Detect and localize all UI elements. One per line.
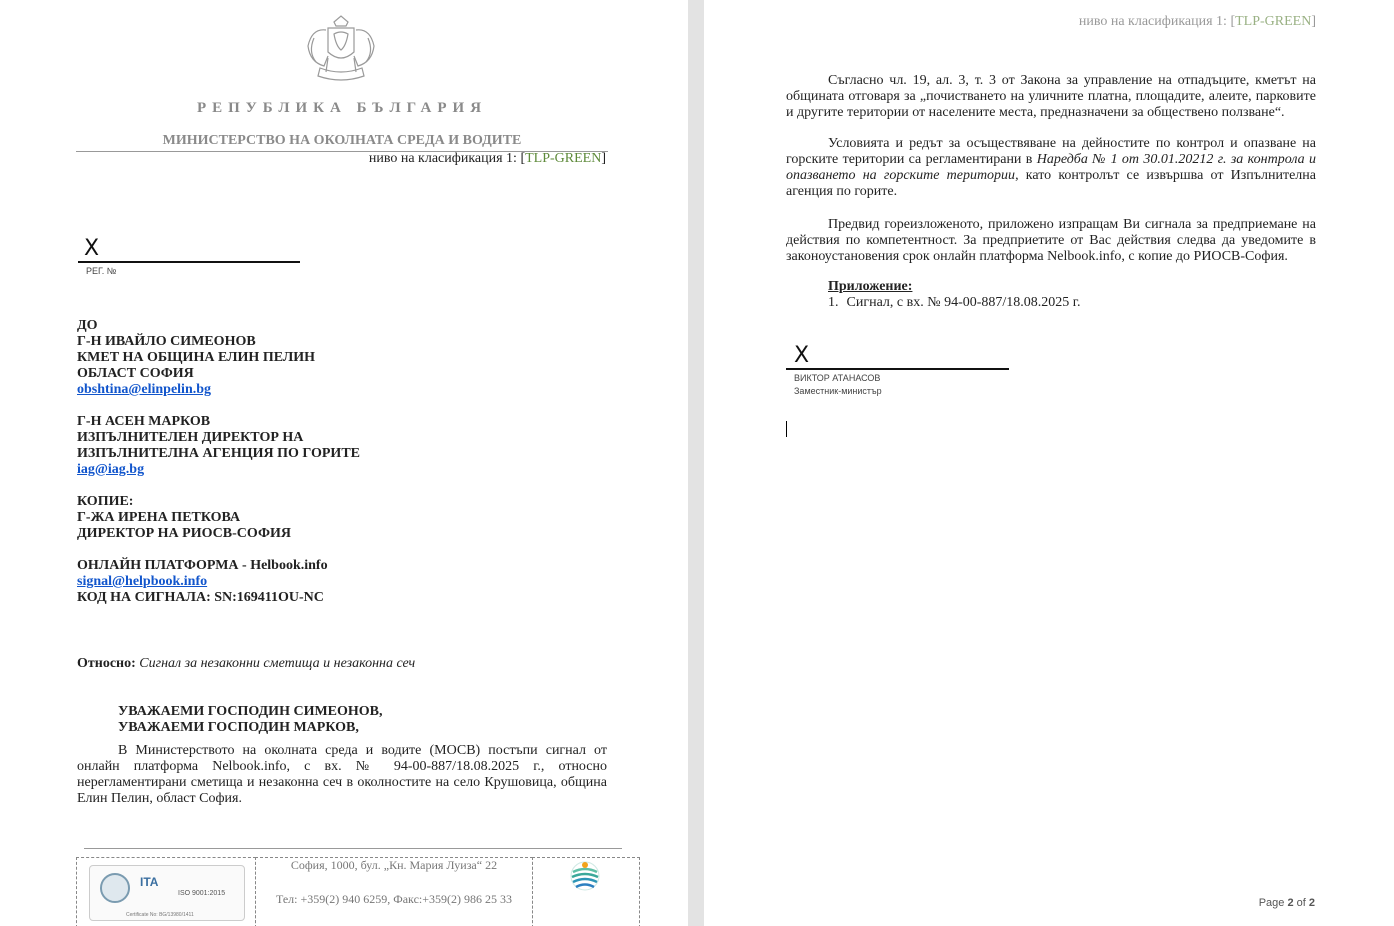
regulation-reference: Наредба № 1 от 30.01.20212 г. за контрола и опазването на горските територии xyxy=(786,152,1316,183)
recipient-4-name: ОНЛАЙН ПЛАТФОРМА - Helbook.info xyxy=(77,558,328,573)
recipient-4-email-link[interactable]: signal@helpbook.info xyxy=(77,574,208,589)
paragraph-2-end: , като контролът се извършва от Изпълнителна агенция по горите. xyxy=(786,168,1316,199)
footer-address: София, 1000, бул. „Кн. Мария Луиза“ 22 xyxy=(290,858,498,872)
document-page-2 xyxy=(704,0,1394,926)
footer-cell-certificate xyxy=(76,857,256,926)
classification-prefix: ниво на класификация 1: [ xyxy=(1078,14,1236,29)
page-total: 2 xyxy=(1308,897,1315,909)
subject-line xyxy=(77,656,415,672)
signer-name: ВИКТОР АТАНАСОВ xyxy=(794,373,881,383)
page-prefix: Page xyxy=(1258,897,1288,909)
subject-label: Относно: xyxy=(77,656,136,671)
subject-text: Сигнал за незаконни сметища и незаконна сеч xyxy=(135,656,416,671)
paragraph-1: Съгласно чл. 19, ал. 3, т. 3 от Закона за управление на отпадъците, кметът на общината отговаря за „почистването на уличните платна, площадите, алеите, парковите и другите територии от населените места, предназначени за обществено ползване“. xyxy=(786,73,1316,120)
footer-cell-contacts xyxy=(255,857,533,926)
signal-code: КОД НА СИГНАЛА: SN:169411OU-NC xyxy=(77,590,324,605)
classification-suffix: ] xyxy=(1311,14,1316,29)
page-number xyxy=(1259,897,1315,909)
attachment-item xyxy=(828,295,1080,311)
iso-badge-text: ISO 9001:2015 xyxy=(178,890,226,897)
certificate-number: Certificate No: BG/13980/1411 xyxy=(126,912,194,918)
text-cursor[interactable] xyxy=(786,421,787,437)
footer-phone: Тел: +359(2) 940 6259, Факс:+359(2) 986 25 33 xyxy=(275,892,513,906)
recipient-1-email-link[interactable]: obshtina@elinpelin.bg xyxy=(77,382,212,397)
signature-line xyxy=(78,261,300,263)
classification-label xyxy=(369,151,606,167)
page-mid: of xyxy=(1293,897,1309,909)
recipients-block xyxy=(77,318,360,606)
footer-rule xyxy=(84,848,622,849)
attachment-number: 1. xyxy=(828,295,839,310)
paragraph-3: Предвид гореизложеното, приложено изпращам Ви сигнала за предприемане на действия по компетентност. За предприетите от Вас действия следва да уведомите в законоустановения срок онлайн платформа Nelbook.info, с копие до РИОСВ-София. xyxy=(786,217,1316,264)
recipient-2-title-line1: ИЗПЪЛНИТЕЛЕН ДИРЕКТОР НА xyxy=(77,430,304,445)
classification-value: TLP-GREEN xyxy=(525,151,602,166)
recipient-1-title: КМЕТ НА ОБЩИНА ЕЛИН ПЕЛИН xyxy=(77,350,316,365)
body-paragraph: В Министерството на околната среда и водите (МОСВ) постъпи сигнал от онлайн платформа Nelbook.info, с вх. № 94-00-887/18.08.2025 г., относно нерегламентирани сметища и незаконна сеч в околностите на село Крушовица, община Елин Пелин, област София. xyxy=(77,743,607,806)
signer-title: Заместник-министър xyxy=(794,386,882,396)
recipient-2-title-line2: ИЗПЪЛНИТЕЛНА АГЕНЦИЯ ПО ГОРИТЕ xyxy=(77,446,360,461)
recipient-2-email-link[interactable]: iag@iag.bg xyxy=(77,462,145,477)
classification-prefix: ниво на класификация 1: [ xyxy=(368,151,526,166)
document-page-1 xyxy=(0,0,688,926)
recipient-3-name: Г-ЖА ИРЕНА ПЕТКОВА xyxy=(77,510,241,525)
classification-value: TLP-GREEN xyxy=(1235,14,1312,29)
ita-logo-text: ITA xyxy=(140,875,159,889)
certificate-card xyxy=(89,865,245,921)
certification-seal-icon xyxy=(100,873,130,903)
signature-field-mark[interactable]: X xyxy=(84,236,100,261)
page-current: 2 xyxy=(1287,897,1294,909)
signature-field-mark[interactable]: X xyxy=(794,343,810,368)
ministry-title: МИНИСТЕРСТВО НА ОКОЛНАТА СРЕДА И ВОДИТЕ xyxy=(162,133,522,148)
classification-suffix: ] xyxy=(601,151,606,166)
salutation-1: УВАЖАЕМИ ГОСПОДИН СИМЕОНОВ, xyxy=(118,704,383,719)
paragraph-2-start: Условията и редът за осъществяване на дейностите по контрол и опазване на горските територии са регламентирани в xyxy=(786,136,1316,167)
footer-cell-logo xyxy=(532,857,640,926)
paragraph-2 xyxy=(786,136,1316,200)
recipient-1-region: ОБЛАСТ СОФИЯ xyxy=(77,366,194,381)
to-label: ДО xyxy=(77,318,98,333)
recipient-1-name: Г-Н ИВАЙЛО СИМЕОНОВ xyxy=(77,334,256,349)
attachment-label: Приложение: xyxy=(828,279,913,294)
reg-number-label: РЕГ. № xyxy=(86,266,117,276)
republic-title: РЕПУБЛИКА БЪЛГАРИЯ xyxy=(196,100,488,116)
attachment-text: Сигнал, с вх. № 94-00-887/18.08.2025 г. xyxy=(846,295,1081,310)
classification-label-page-2 xyxy=(1079,14,1316,30)
copies-label: КОПИЕ: xyxy=(77,494,134,509)
environment-logo-icon xyxy=(567,860,603,894)
recipient-3-title: ДИРЕКТОР НА РИОСВ-СОФИЯ xyxy=(77,526,291,541)
salutation-2: УВАЖАЕМИ ГОСПОДИН МАРКОВ, xyxy=(118,720,359,735)
recipient-2-name: Г-Н АСЕН МАРКОВ xyxy=(77,414,211,429)
signature-line xyxy=(786,368,1009,370)
coat-of-arms-emblem-icon xyxy=(298,12,384,88)
